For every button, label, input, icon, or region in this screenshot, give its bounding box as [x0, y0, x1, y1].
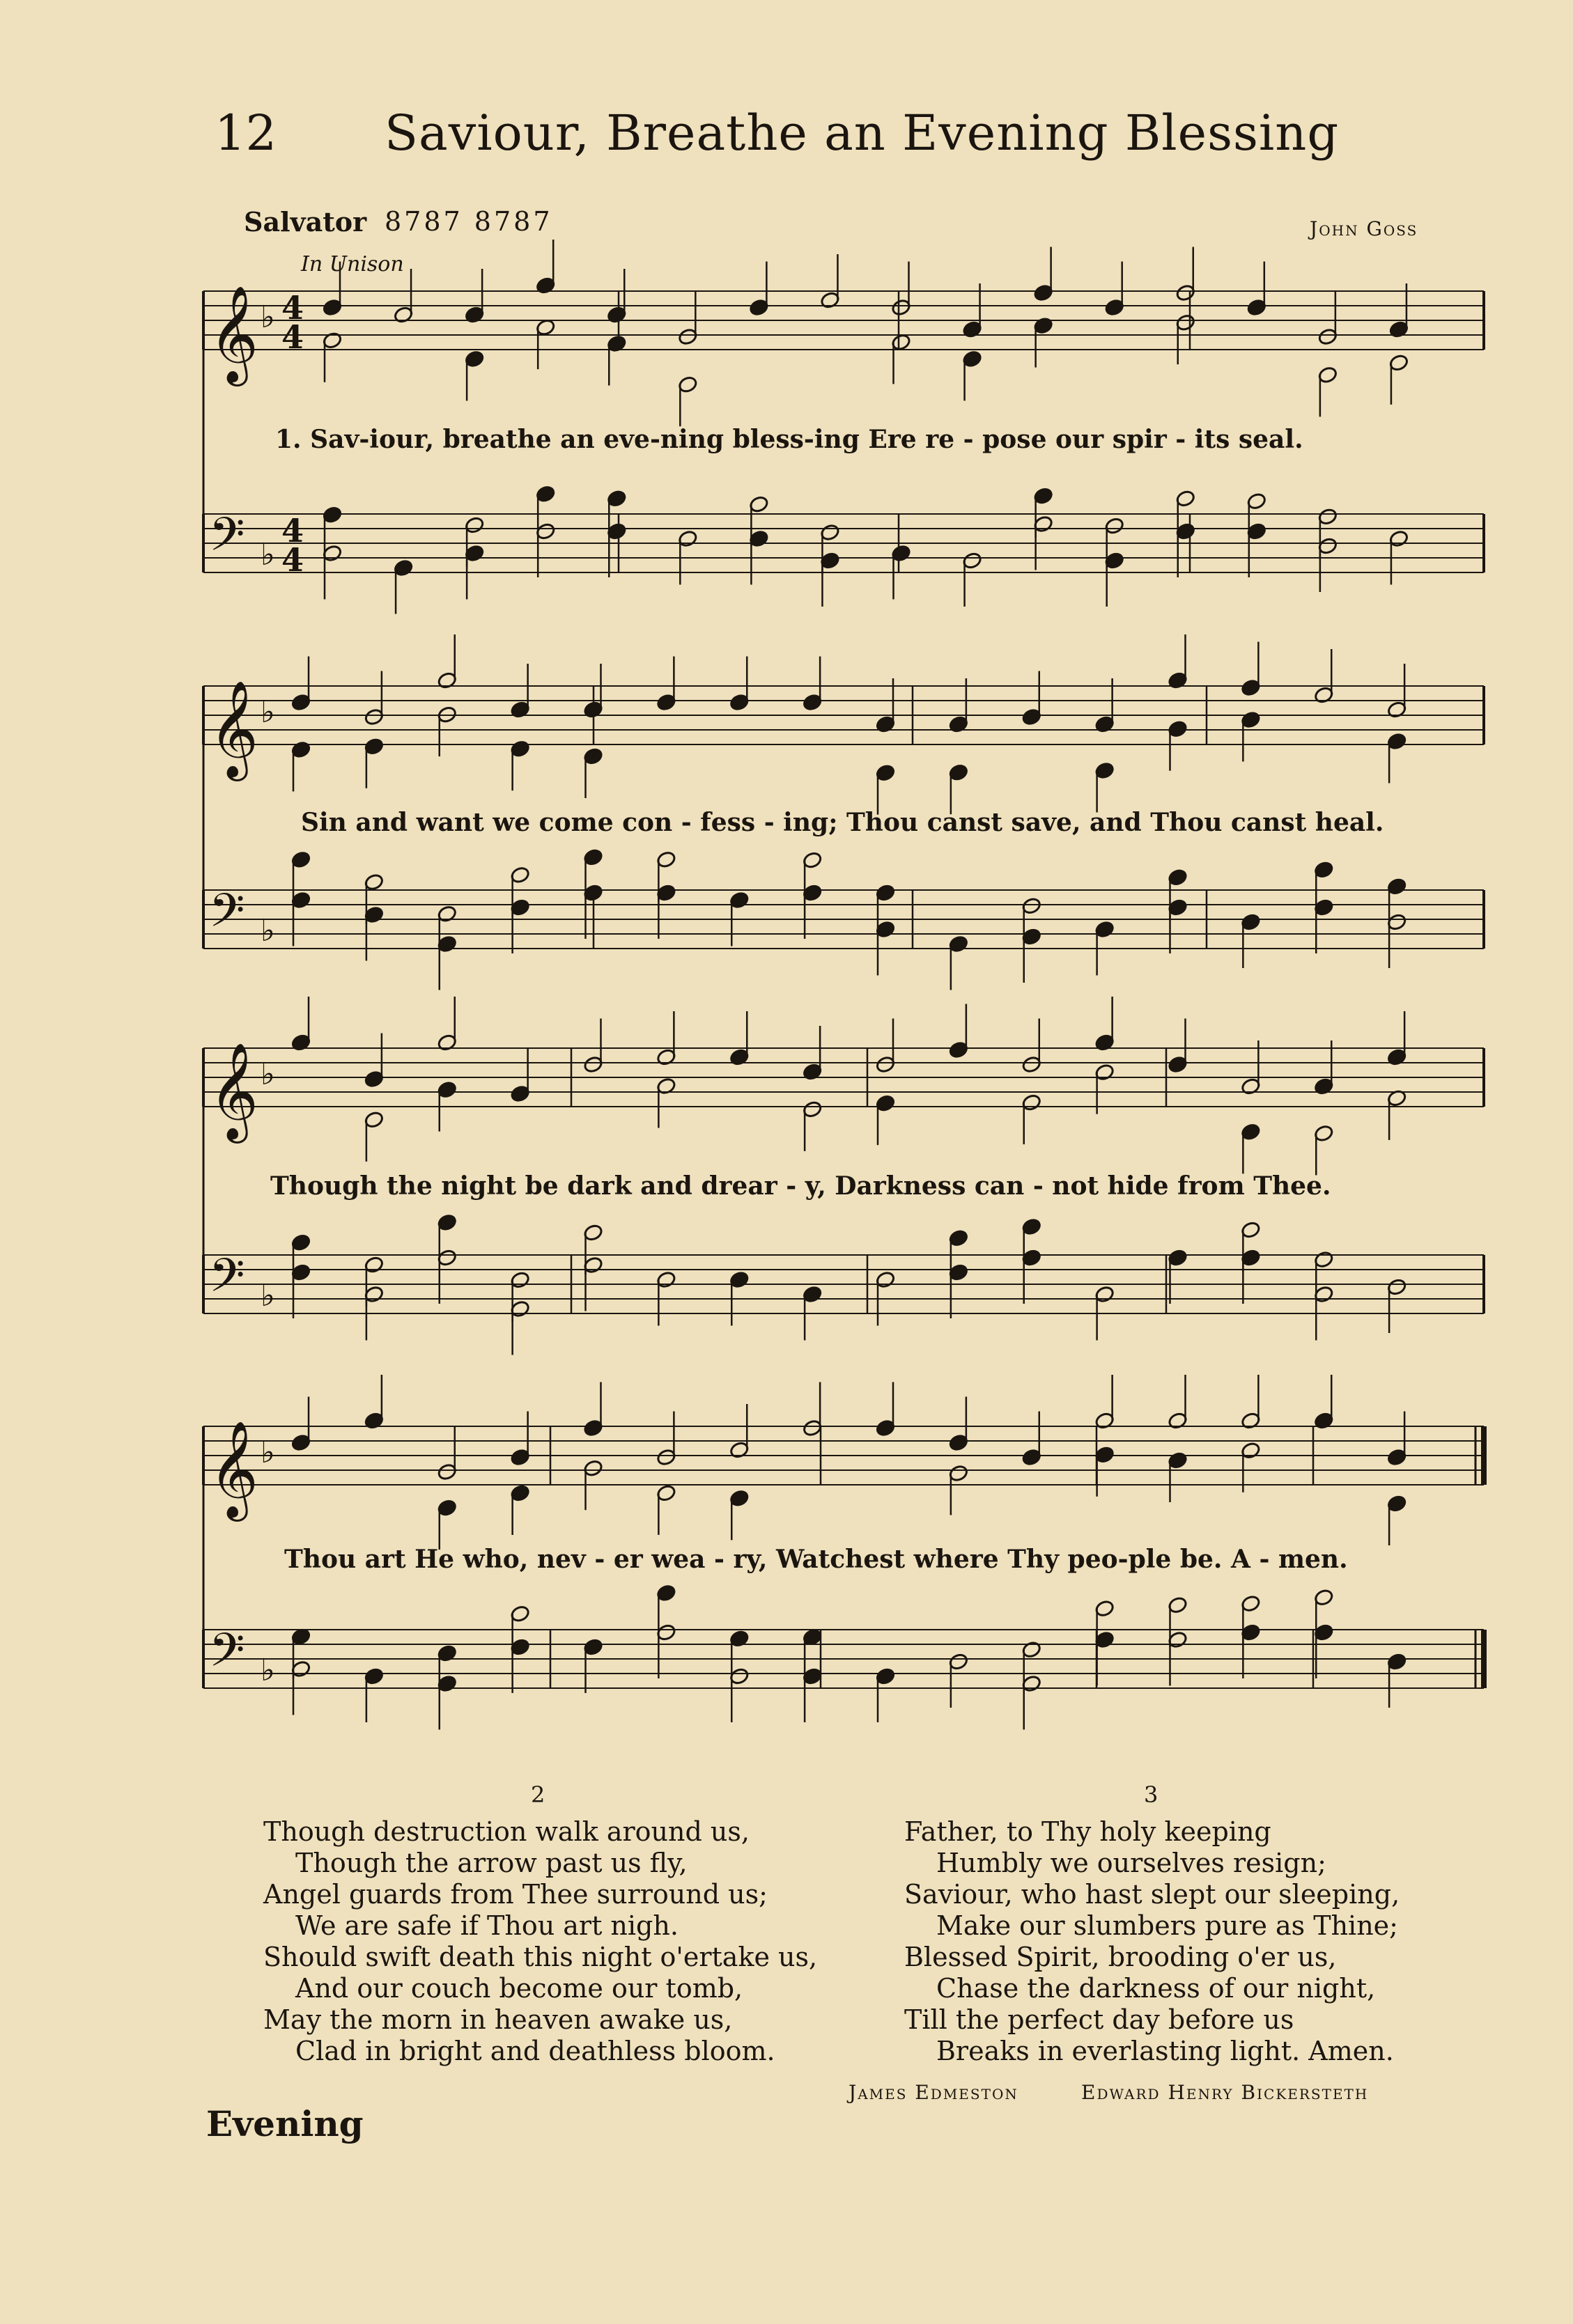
flat-icon: ♭ [261, 1435, 275, 1470]
flat-icon: ♭ [261, 299, 275, 335]
verse-number-3: 3 [1144, 1781, 1159, 1808]
verse-3-line: Blessed Spirit, brooding o'er us, [904, 1942, 1337, 1972]
verse-3-line: Chase the darkness of our night, [936, 1973, 1376, 2004]
verse-3-line: Father, to Thy holy keeping [904, 1816, 1271, 1847]
hymn-number: 12 [215, 104, 277, 162]
verse-2-line: And our couch become our tomb, [295, 1973, 743, 2004]
treble-clef-icon: 𝄞 [209, 680, 258, 777]
verse-author: James Edmeston [849, 2081, 1018, 2104]
lyric-line-1: 1. Sav-iour, breathe an eve-ning bless-ing Ere re - pose our spir - its seal. [275, 425, 1303, 454]
verse-2-line: Though destruction walk around us, [263, 1816, 750, 1847]
verse-2-line: Though the arrow past us fly, [295, 1848, 688, 1878]
flat-icon: ♭ [261, 537, 275, 572]
performance-note: In Unison [301, 252, 404, 276]
flat-icon: ♭ [261, 1653, 275, 1688]
bass-clef-icon: 𝄢 [209, 508, 245, 572]
bass-clef-icon: 𝄢 [209, 1249, 245, 1313]
time-signature: 4 [281, 318, 304, 356]
treble-clef-icon: 𝄞 [209, 1421, 258, 1518]
time-signature: 4 [281, 289, 304, 327]
verse-3-line: Saviour, who hast slept our sleeping, [904, 1879, 1400, 1910]
verse-2-line: Clad in bright and deathless bloom. [295, 2036, 775, 2066]
verse-2-line: We are safe if Thou art nigh. [295, 1910, 679, 1941]
lyric-line-4: Thou art He who, nev - er wea - ry, Watchest where Thy peo-ple be. A - men. [284, 1545, 1348, 1574]
section-footer: Evening [206, 2103, 364, 2144]
meter: 8787 8787 [385, 206, 553, 237]
verse3-author: Edward Henry Bickersteth [1081, 2081, 1369, 2104]
flat-icon: ♭ [261, 913, 275, 949]
hymn-title: Saviour, Breathe an Evening Blessing [385, 104, 1340, 162]
composer: John Goss [1310, 217, 1418, 240]
verse-number-2: 2 [531, 1781, 545, 1808]
lyric-line-3: Though the night be dark and drear - y, Darkness can - not hide from Thee. [270, 1171, 1331, 1201]
verse-2-line: Should swift death this night o'ertake us, [263, 1942, 818, 1972]
time-signature: 4 [281, 512, 304, 549]
verse-2-line: May the morn in heaven awake us, [263, 2004, 733, 2035]
treble-clef-icon: 𝄞 [209, 1043, 258, 1139]
bass-clef-icon: 𝄢 [209, 884, 245, 949]
flat-icon: ♭ [261, 694, 275, 730]
time-signature: 4 [281, 541, 304, 579]
verse-3-line: Breaks in everlasting light. Amen. [936, 2036, 1394, 2066]
treble-clef-icon: 𝄞 [209, 286, 258, 382]
flat-icon: ♭ [261, 1056, 275, 1092]
lyric-line-2: Sin and want we come con - fess - ing; Thou canst save, and Thou canst heal. [301, 808, 1384, 837]
verse-3-line: Till the perfect day before us [904, 2004, 1294, 2035]
verse-3-line: Humbly we ourselves resign; [936, 1848, 1326, 1878]
verse-3-line: Make our slumbers pure as Thine; [936, 1910, 1398, 1941]
bass-clef-icon: 𝄢 [209, 1623, 245, 1688]
tune-name: Salvator [244, 206, 367, 237]
verse-2-line: Angel guards from Thee surround us; [263, 1879, 768, 1910]
flat-icon: ♭ [261, 1278, 275, 1313]
